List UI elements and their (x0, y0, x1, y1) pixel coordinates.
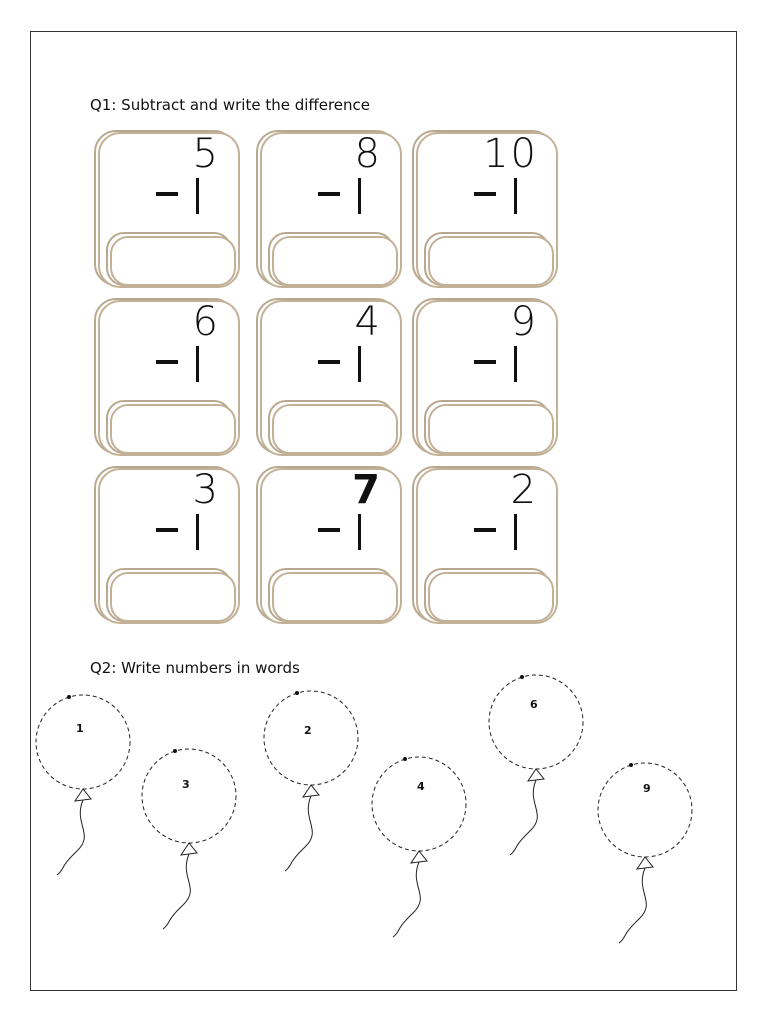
balloon-outline (264, 691, 358, 785)
minus-sign (318, 360, 340, 364)
minus-sign (474, 192, 496, 196)
balloon-outline (372, 757, 466, 851)
balloon-string (163, 854, 190, 929)
answer-box[interactable] (272, 404, 398, 454)
minus-sign (318, 192, 340, 196)
question-1-title: Q1: Subtract and write the difference (90, 96, 371, 114)
subtrahend-one (358, 178, 361, 214)
minuend: 4 (354, 299, 382, 345)
minuend: 7 (352, 467, 382, 513)
question-2-title: Q2: Write numbers in words (90, 659, 300, 677)
minuend: 2 (510, 467, 538, 513)
subtraction-card (412, 466, 560, 626)
balloon-string (619, 868, 646, 943)
balloon-number: 9 (643, 782, 651, 795)
answer-box[interactable] (110, 236, 236, 286)
minuend: 9 (510, 299, 538, 345)
balloon-string (510, 780, 537, 855)
subtrahend-one (196, 346, 199, 382)
minus-sign (156, 528, 178, 532)
balloon-knot (303, 785, 319, 797)
subtrahend-one (358, 346, 361, 382)
subtrahend-one (196, 514, 199, 550)
answer-box[interactable] (428, 236, 554, 286)
subtraction-card (256, 466, 404, 626)
subtraction-card (94, 298, 242, 458)
minus-sign (156, 360, 178, 364)
minuend: 8 (354, 131, 382, 177)
balloon-string (393, 862, 420, 937)
subtrahend-one (196, 178, 199, 214)
answer-box[interactable] (110, 404, 236, 454)
balloon-outline (142, 749, 236, 843)
subtrahend-one (514, 178, 517, 214)
balloon-outline (598, 763, 692, 857)
minus-sign (474, 360, 496, 364)
subtrahend-one (514, 346, 517, 382)
answer-box[interactable] (428, 572, 554, 622)
balloon-area (31, 698, 738, 952)
balloon-knot (75, 789, 91, 801)
subtrahend-one (358, 514, 361, 550)
answer-box[interactable] (272, 572, 398, 622)
subtraction-card (256, 130, 404, 290)
balloon-knot (528, 769, 544, 781)
balloon-number: 3 (182, 778, 190, 791)
minuend: 5 (192, 131, 220, 177)
subtraction-card (94, 130, 242, 290)
balloon-string (57, 800, 84, 875)
subtraction-card (94, 466, 242, 626)
balloon-number: 6 (530, 698, 538, 711)
worksheet-page (30, 31, 737, 991)
answer-box[interactable] (110, 572, 236, 622)
minuend: 10 (483, 131, 538, 177)
balloon-number: 2 (304, 724, 312, 737)
minus-sign (318, 528, 340, 532)
balloon-outline (489, 675, 583, 769)
balloon (575, 740, 715, 940)
balloon-outline (36, 695, 130, 789)
minus-sign (474, 528, 496, 532)
balloon-number: 4 (417, 780, 425, 793)
balloon-knot (637, 857, 653, 869)
subtrahend-one (514, 514, 517, 550)
subtraction-card (412, 130, 560, 290)
balloon-knot (181, 843, 197, 855)
minuend: 3 (192, 467, 220, 513)
minus-sign (156, 192, 178, 196)
minuend: 6 (192, 299, 220, 345)
balloon (119, 726, 259, 926)
balloon-string (285, 796, 312, 871)
subtraction-card (256, 298, 404, 458)
subtraction-card (412, 298, 560, 458)
answer-box[interactable] (428, 404, 554, 454)
balloon-knot (411, 851, 427, 863)
answer-box[interactable] (272, 236, 398, 286)
balloon-number: 1 (76, 722, 84, 735)
subtraction-grid (94, 130, 568, 628)
